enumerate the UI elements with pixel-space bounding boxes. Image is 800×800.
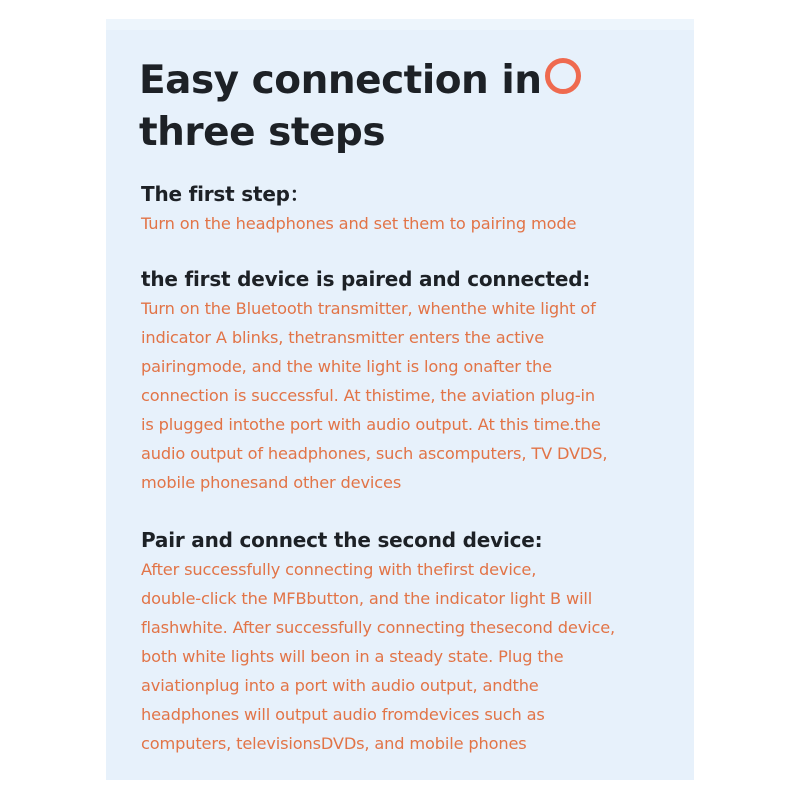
section-body-line: is plugged intothe port with audio output. At this time.the	[141, 415, 601, 434]
instruction-panel	[106, 19, 694, 780]
section-heading: Pair and connect the second device:	[141, 528, 543, 552]
section-body-line: mobile phonesand other devices	[141, 473, 402, 492]
panel-top-band	[106, 19, 694, 30]
section-body-line: both white lights will beon in a steady state. Plug the	[141, 647, 564, 666]
section-body-line: connection is successful. At thistime, the aviation plug-in	[141, 386, 595, 405]
section-body-line: audio output of headphones, such ascomputers, TV DVDS,	[141, 444, 608, 463]
section-body-line: Turn on the headphones and set them to pairing mode	[141, 214, 577, 233]
section-body-line: aviationplug into a port with audio output, andthe	[141, 676, 539, 695]
section-heading: the first device is paired and connected:	[141, 267, 591, 291]
section-body-line: flashwhite. After successfully connecting thesecond device,	[141, 618, 616, 637]
section-body-line: Turn on the Bluetooth transmitter, whenthe white light of	[141, 299, 596, 318]
section-body-line: double-click the MFBbutton, and the indicator light B will	[141, 589, 593, 608]
section-first-step	[141, 179, 686, 238]
section-body-line: indicator A blinks, thetransmitter enters the active	[141, 328, 545, 347]
section-heading: The first step：	[141, 182, 310, 206]
circle-outline-icon	[545, 58, 581, 94]
page-title	[139, 55, 679, 159]
section-first-device	[141, 264, 686, 497]
section-body-line: pairingmode, and the white light is long onafter the	[141, 357, 552, 376]
section-second-device	[141, 525, 686, 758]
title-line-1: Easy connection in	[139, 58, 542, 103]
section-body-line: computers, televisionsDVDs, and mobile phones	[141, 734, 527, 753]
section-body-line: headphones will output audio fromdevices such as	[141, 705, 545, 724]
title-line-2: three steps	[139, 110, 386, 155]
section-body-line: After successfully connecting with thefirst device,	[141, 560, 537, 579]
